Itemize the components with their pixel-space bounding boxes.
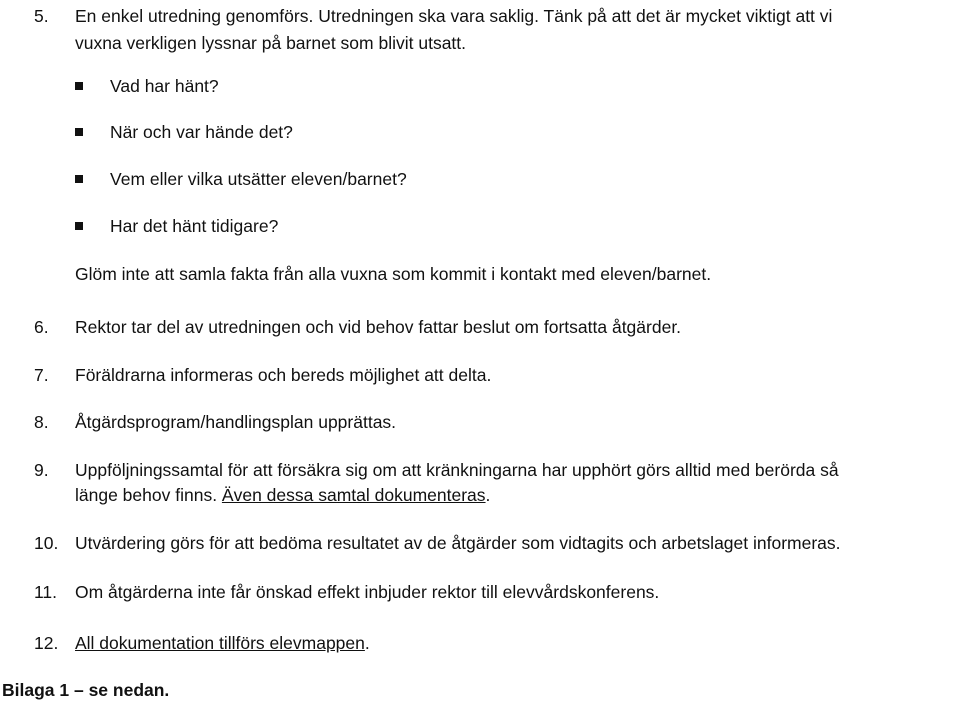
square-bullet-icon (75, 128, 83, 136)
item-9-period: . (485, 485, 491, 505)
item-12-text (75, 632, 370, 654)
item-6-number: 6. (34, 317, 49, 337)
item-11-number: 11. (34, 582, 58, 602)
bullet-item: Har det hänt tidigare? (110, 216, 279, 236)
square-bullet-icon (75, 82, 83, 90)
item-8-text: Åtgärdsprogram/handlingsplan upprättas. (75, 412, 397, 432)
item-9-text-line1: Uppföljningssamtal för att försäkra sig om att kränkningarna har upphört görs alltid med berörda så (75, 460, 839, 480)
item-7-text: Föräldrarna informeras och bereds möjlighet att delta. (75, 365, 492, 385)
item-9-number: 9. (34, 460, 49, 480)
bullet-item: Vem eller vilka utsätter eleven/barnet? (110, 169, 407, 189)
item-11-text: Om åtgärderna inte får önskad effekt inbjuder rektor till elevvårdskonferens. (75, 582, 660, 602)
item-9-underlined-text: Även dessa samtal dokumenteras (221, 485, 486, 505)
item-7-number: 7. (34, 365, 49, 385)
item-12-period: . (364, 633, 370, 653)
square-bullet-icon (75, 222, 83, 230)
item-5-text-line2: vuxna verkligen lyssnar på barnet som blivit utsatt. (75, 33, 467, 53)
item-5-text-line1: En enkel utredning genomförs. Utredningen ska vara saklig. Tänk på att det är mycket viktigt att vi (75, 6, 833, 26)
item-5-note: Glöm inte att samla fakta från alla vuxna som kommit i kontakt med eleven/barnet. (75, 264, 712, 284)
item-10-number: 10. (34, 533, 59, 553)
item-9-text-line2 (75, 484, 490, 506)
bullet-item: När och var hände det? (110, 122, 293, 142)
item-9-plain-text: länge behov finns. (75, 485, 222, 505)
item-8-number: 8. (34, 412, 49, 432)
item-6-text: Rektor tar del av utredningen och vid behov fattar beslut om fortsatta åtgärder. (75, 317, 682, 337)
item-10-text: Utvärdering görs för att bedöma resultatet av de åtgärder som vidtagits och arbetslaget informeras. (75, 533, 841, 553)
item-12-underlined-text: All dokumentation tillförs elevmappen (75, 633, 365, 653)
appendix-reference: Bilaga 1 – se nedan. (2, 680, 170, 700)
item-12-number: 12. (34, 633, 59, 653)
bullet-item: Vad har hänt? (110, 76, 219, 96)
item-5-number: 5. (34, 6, 49, 26)
square-bullet-icon (75, 175, 83, 183)
